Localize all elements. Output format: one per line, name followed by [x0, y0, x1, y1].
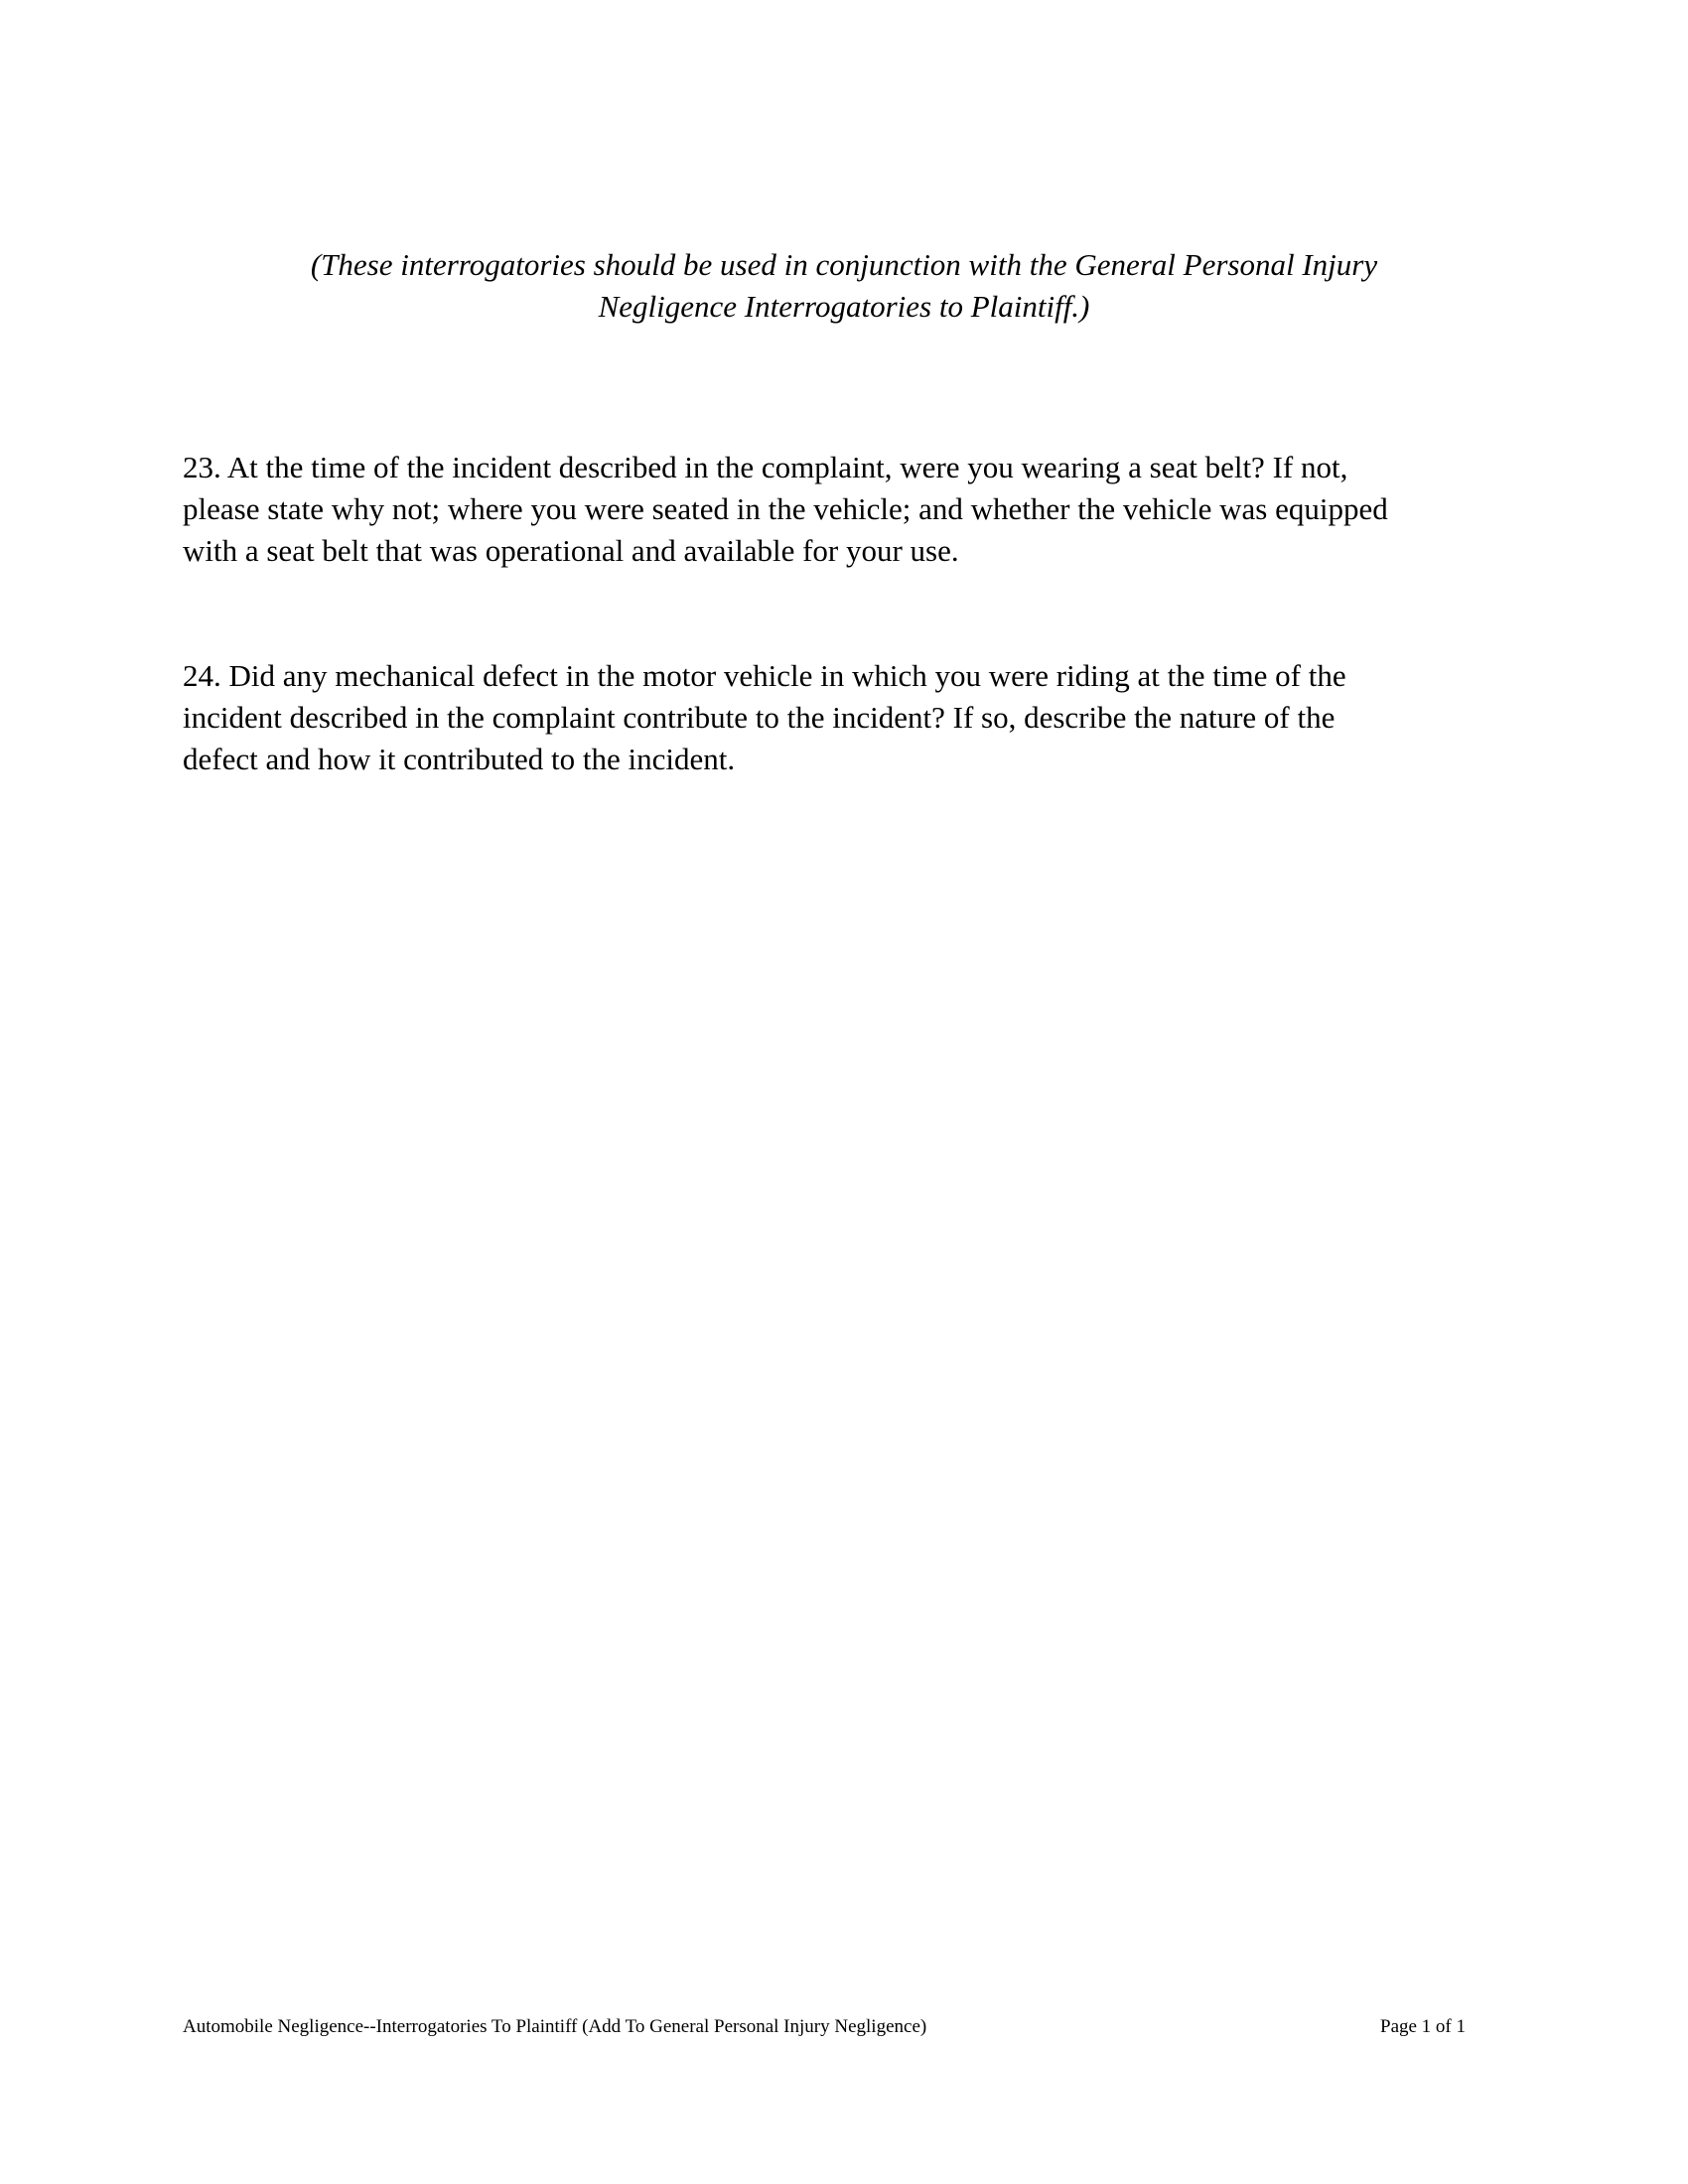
interrogatory-23 — [183, 447, 1503, 572]
question-line: defect and how it contributed to the incident. — [183, 742, 736, 776]
question-line: with a seat belt that was operational and available for your use. — [183, 533, 959, 568]
intro-line: (These interrogatories should be used in conjunction with the General Personal Injury — [310, 247, 1378, 282]
intro-note — [228, 244, 1460, 328]
footer-page-number: Page 1 of 1 — [1380, 2016, 1467, 2037]
interrogatory-24 — [183, 655, 1503, 780]
intro-line: Negligence Interrogatories to Plaintiff.) — [598, 289, 1090, 324]
question-line: 24. Did any mechanical defect in the motor vehicle in which you were riding at the time of the — [183, 658, 1346, 693]
question-line: 23. At the time of the incident described in the complaint, were you wearing a seat belt? If not, — [183, 450, 1348, 484]
question-line: incident described in the complaint contribute to the incident? If so, describe the nature of the — [183, 700, 1336, 735]
question-line: please state why not; where you were seated in the vehicle; and whether the vehicle was equipped — [183, 491, 1388, 526]
footer-document-title: Automobile Negligence--Interrogatories To Plaintiff (Add To General Personal Injury Negligence) — [183, 2016, 927, 2037]
